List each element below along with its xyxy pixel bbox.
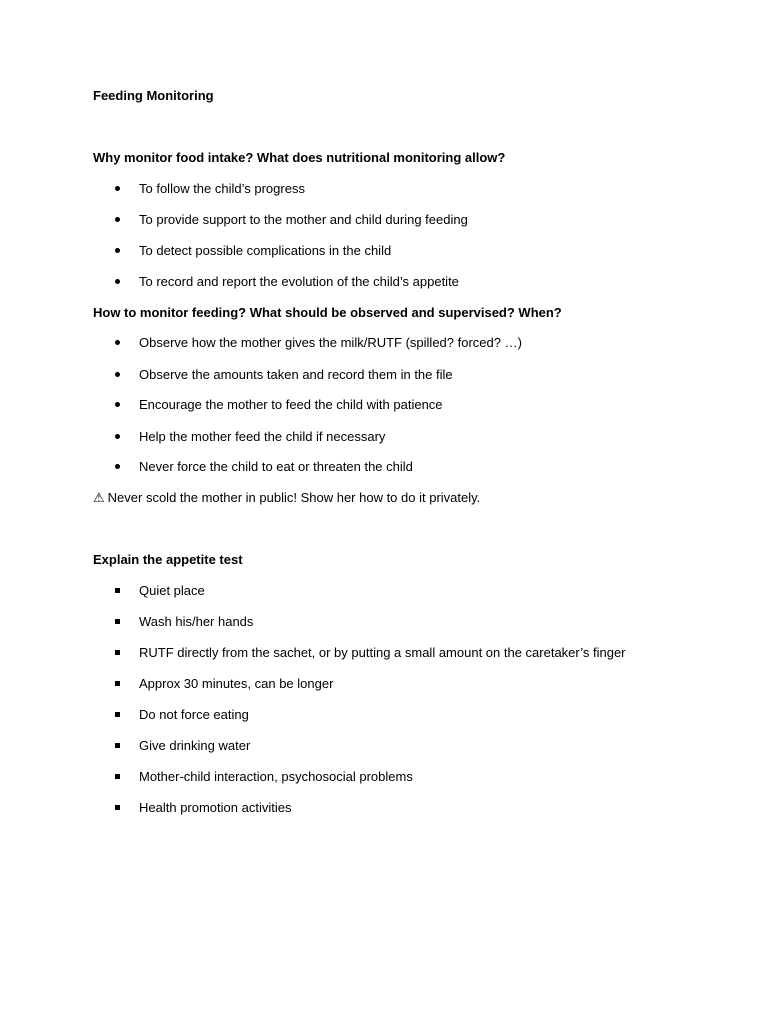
bullet-icon [115, 429, 125, 445]
list-item: Health promotion activities [139, 800, 292, 815]
warning-icon: ⚠ [93, 491, 105, 506]
document-title: Feeding Monitoring [93, 88, 214, 103]
bullet-icon [115, 614, 125, 630]
list-item: Quiet place [139, 583, 205, 598]
bullet-icon [115, 367, 125, 383]
list-item: To provide support to the mother and child during feeding [139, 212, 468, 227]
bullet-icon [115, 800, 125, 816]
list-item: Never force the child to eat or threaten the child [139, 459, 413, 474]
list-item: Do not force eating [139, 707, 249, 722]
bullet-icon [115, 583, 125, 599]
bullet-icon [115, 645, 125, 661]
list-item: Wash his/her hands [139, 614, 254, 629]
section1-heading: Why monitor food intake? What does nutritional monitoring allow? [93, 150, 506, 165]
bullet-icon [115, 769, 125, 785]
bullet-icon [115, 181, 125, 197]
list-item: Approx 30 minutes, can be longer [139, 676, 334, 691]
list-item: Observe the amounts taken and record them in the file [139, 367, 453, 382]
list-item: Observe how the mother gives the milk/RUTF (spilled? forced? …) [139, 335, 522, 350]
bullet-icon [115, 707, 125, 723]
list-item: To record and report the evolution of the child’s appetite [139, 274, 459, 289]
bullet-icon [115, 459, 125, 475]
list-item: Give drinking water [139, 738, 251, 753]
bullet-icon [115, 738, 125, 754]
list-item: Mother-child interaction, psychosocial problems [139, 769, 413, 784]
warning-text: Never scold the mother in public! Show her how to do it privately. [107, 490, 481, 505]
bullet-icon [115, 397, 125, 413]
list-item: RUTF directly from the sachet, or by putting a small amount on the caretaker’s finger [139, 645, 626, 660]
section2-heading: How to monitor feeding? What should be observed and supervised? When? [93, 305, 562, 320]
bullet-icon [115, 335, 125, 351]
section3-heading: Explain the appetite test [93, 552, 243, 567]
list-item: Encourage the mother to feed the child with patience [139, 397, 443, 412]
bullet-icon [115, 212, 125, 228]
list-item: To follow the child’s progress [139, 181, 305, 196]
bullet-icon [115, 274, 125, 290]
list-item: To detect possible complications in the child [139, 243, 392, 258]
bullet-icon [115, 676, 125, 692]
bullet-icon [115, 243, 125, 259]
warning-note [93, 490, 480, 507]
list-item: Help the mother feed the child if necessary [139, 429, 386, 444]
